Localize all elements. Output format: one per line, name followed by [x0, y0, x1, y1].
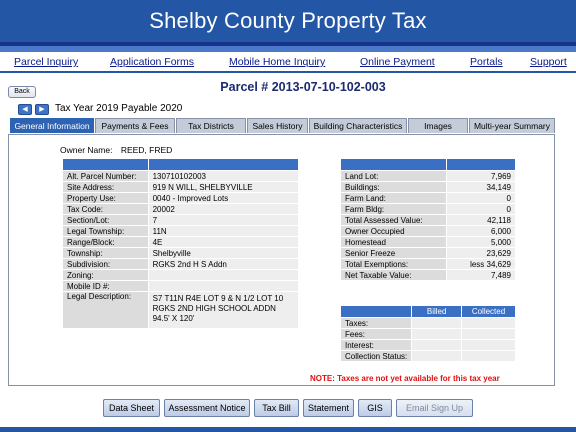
info-label: Section/Lot:	[63, 215, 149, 226]
table-row-legal	[63, 292, 299, 329]
info-value: 130710102003	[148, 171, 298, 182]
billing-label: Interest:	[341, 340, 412, 351]
billed-header: Billed	[412, 306, 462, 318]
tab-general-information[interactable]: General Information	[10, 118, 94, 133]
tab-tax-districts[interactable]: Tax Districts	[176, 118, 246, 133]
table-row	[341, 259, 516, 270]
table-row	[341, 329, 516, 340]
info-value: 0040 - Improved Lots	[148, 193, 298, 204]
tab-building-characteristics[interactable]: Building Characteristics	[309, 118, 407, 133]
collected-header: Collected	[462, 306, 516, 318]
header-stripe-light	[0, 46, 576, 52]
tab-multi-year-summary[interactable]: Multi-year Summary	[469, 118, 555, 133]
assessment-label: Total Assessed Value:	[341, 215, 447, 226]
table-header-row	[341, 159, 516, 171]
billing-label: Collection Status:	[341, 351, 412, 362]
table-row	[341, 237, 516, 248]
info-label: Legal Township:	[63, 226, 149, 237]
tax-year-label: Tax Year 2019 Payable 2020	[55, 103, 183, 114]
legal-description-value	[148, 292, 298, 329]
table-row	[63, 281, 299, 292]
assessment-value: 0	[447, 204, 516, 215]
data-sheet-button[interactable]: Data Sheet	[103, 399, 160, 417]
assessment-label: Buildings:	[341, 182, 447, 193]
table-row	[341, 226, 516, 237]
info-label: Township:	[63, 248, 149, 259]
billing-label: Fees:	[341, 329, 412, 340]
legal-line: RGKS 2ND HIGH SCHOOL ADDN	[152, 304, 276, 313]
info-label: Range/Block:	[63, 237, 149, 248]
nav-support[interactable]: Support	[530, 56, 567, 68]
info-label: Alt. Parcel Number:	[63, 171, 149, 182]
table-row	[63, 204, 299, 215]
assessment-value: less 34,629	[447, 259, 516, 270]
arrow-right-icon: ▶	[39, 106, 45, 113]
info-value: Shelbyville	[148, 248, 298, 259]
assessment-value: 0	[447, 193, 516, 204]
assessment-notice-button[interactable]: Assessment Notice	[164, 399, 250, 417]
nav-portals[interactable]: Portals	[470, 56, 503, 68]
table-row	[341, 215, 516, 226]
info-label: Zoning:	[63, 270, 149, 281]
nav-separator	[0, 71, 576, 73]
table-row	[63, 193, 299, 204]
footer-stripe	[0, 427, 576, 432]
table-header-row	[63, 159, 299, 171]
assessment-label: Land Lot:	[341, 171, 447, 182]
table-row	[63, 226, 299, 237]
nav-online-payment[interactable]: Online Payment	[360, 56, 435, 68]
info-value: 919 N WILL, SHELBYVILLE	[148, 182, 298, 193]
assessment-label: Senior Freeze	[341, 248, 447, 259]
assessment-value: 7,969	[447, 171, 516, 182]
legal-line: S7 T11N R4E LOT 9 & N 1/2 LOT 10	[152, 294, 284, 303]
legal-line: 94.5' X 120'	[152, 314, 195, 323]
assessment-label: Homestead	[341, 237, 447, 248]
main-nav	[0, 54, 576, 70]
table-row	[341, 171, 516, 182]
info-label: Tax Code:	[63, 204, 149, 215]
assessment-label: Total Exemptions:	[341, 259, 447, 270]
assessment-value: 5,000	[447, 237, 516, 248]
table-row	[63, 215, 299, 226]
assessment-value: 23,629	[447, 248, 516, 259]
assessment-table	[340, 158, 516, 281]
table-row	[341, 270, 516, 281]
table-row	[341, 340, 516, 351]
legal-description-label: Legal Description:	[63, 292, 149, 329]
table-row	[341, 351, 516, 362]
nav-parcel-inquiry[interactable]: Parcel Inquiry	[14, 56, 79, 68]
info-value	[148, 270, 298, 281]
assessment-label: Net Taxable Value:	[341, 270, 447, 281]
assessment-value: 6,000	[447, 226, 516, 237]
back-button[interactable]: Back	[8, 86, 36, 98]
nav-application-forms[interactable]: Application Forms	[110, 56, 195, 68]
site-title: Shelby County Property Tax	[149, 8, 427, 33]
assessment-label: Farm Bldg:	[341, 204, 447, 215]
billing-table	[340, 305, 516, 362]
info-label: Mobile ID #:	[63, 281, 149, 292]
assessment-value: 34,149	[447, 182, 516, 193]
parcel-title: Parcel # 2013-07-10-102-003	[220, 80, 386, 94]
tab-images[interactable]: Images	[408, 118, 468, 133]
tax-availability-note: NOTE: Taxes are not yet available for this tax year	[310, 374, 500, 383]
info-value: 7	[148, 215, 298, 226]
table-row	[63, 171, 299, 182]
info-value: RGKS 2nd H S Addn	[148, 259, 298, 270]
table-row	[341, 248, 516, 259]
table-row	[63, 237, 299, 248]
previous-year-button[interactable]	[18, 104, 32, 115]
table-row	[341, 193, 516, 204]
tab-payments-fees[interactable]: Payments & Fees	[95, 118, 175, 133]
owner-label: Owner Name:	[60, 145, 113, 155]
table-row	[63, 248, 299, 259]
nav-mobile-home-inquiry[interactable]: Mobile Home Inquiry	[229, 56, 326, 68]
assessment-label: Farm Land:	[341, 193, 447, 204]
parcel-info-table	[62, 158, 299, 329]
arrow-left-icon: ◀	[22, 106, 28, 113]
info-value: 11N	[148, 226, 298, 237]
assessment-value: 42,118	[447, 215, 516, 226]
next-year-button[interactable]	[35, 104, 49, 115]
table-row	[63, 270, 299, 281]
gis-button[interactable]: GIS	[358, 399, 392, 417]
tax-bill-button[interactable]: Tax Bill	[254, 399, 299, 417]
table-row	[63, 259, 299, 270]
info-value: 20002	[148, 204, 298, 215]
billing-label: Taxes:	[341, 318, 412, 329]
info-label: Subdivision:	[63, 259, 149, 270]
info-label: Site Address:	[63, 182, 149, 193]
info-value	[148, 281, 298, 292]
owner-name: REED, FRED	[120, 145, 173, 155]
info-value: 4E	[148, 237, 298, 248]
table-row	[341, 318, 516, 329]
table-row	[341, 204, 516, 215]
table-row	[341, 182, 516, 193]
tab-sales-history[interactable]: Sales History	[247, 118, 308, 133]
table-header-row	[341, 306, 516, 318]
assessment-value: 7,489	[447, 270, 516, 281]
assessment-label: Owner Occupied	[341, 226, 447, 237]
owner-line	[60, 145, 172, 155]
info-label: Property Use:	[63, 193, 149, 204]
site-header	[0, 0, 576, 42]
action-buttons	[0, 399, 576, 417]
statement-button[interactable]: Statement	[303, 399, 354, 417]
table-row	[63, 182, 299, 193]
email-sign-up-button[interactable]: Email Sign Up	[396, 399, 473, 417]
